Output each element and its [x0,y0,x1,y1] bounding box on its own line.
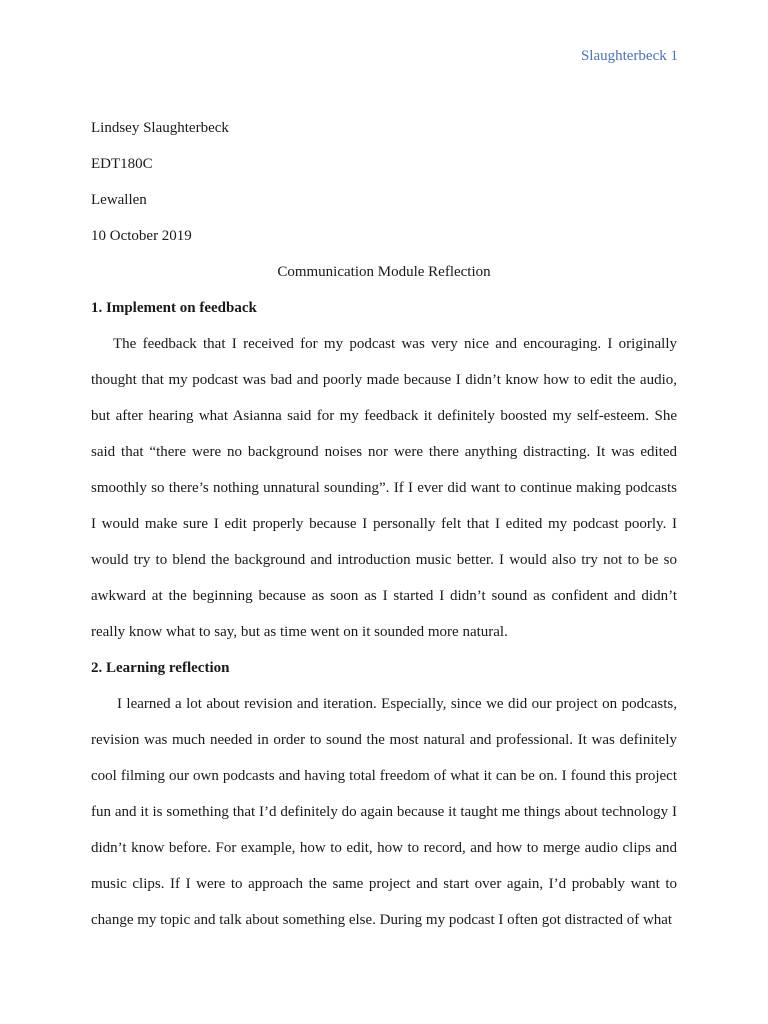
section-paragraph-learning: I learned a lot about revision and iteration. Especially, since we did our project on podcasts, revision was much needed in order to sound the most natural and professional. It was definitely cool filming our own podcasts and having total freedom of what it can be on. I found this project fun and it is something that I’d definitely do again because it taught me things about technology I didn’t know before. For example, how to edit, how to record, and how to merge audio clips and music clips. If I were to approach the same project and start over again, I’d probably want to change my topic and talk about something else. During my podcast I often got distracted of what [91,696,677,928]
section-paragraph-feedback: The feedback that I received for my podcast was very nice and encouraging. I originally thought that my podcast was bad and poorly made because I didn’t know how to edit the audio, but after hearing what Asianna said for my feedback it definitely boosted my self-esteem. She said that “there were no background noises nor were there anything distracting. It was edited smoothly so there’s nothing unnatural sounding”. If I ever did want to continue making podcasts I would make sure I edit properly because I personally felt that I edited my podcast poorly. I would try to blend the background and introduction music better. I would also try not to be so awkward at the beginning because as soon as I started I didn’t sound as confident and didn’t really know what to say, but as time went on it sounded more natural. [91,336,677,640]
document-date: 10 October 2019 [91,228,192,244]
running-head-page-number: Slaughterbeck 1 [580,48,678,64]
instructor-name: Lewallen [91,192,147,208]
section-heading-feedback: 1. Implement on feedback [91,300,257,316]
document-title: Communication Module Reflection [277,264,491,280]
section-heading-learning: 2. Learning reflection [91,660,230,676]
document-body [91,110,677,938]
course-code: EDT180C [91,156,153,172]
author-name: Lindsey Slaughterbeck [91,120,229,136]
